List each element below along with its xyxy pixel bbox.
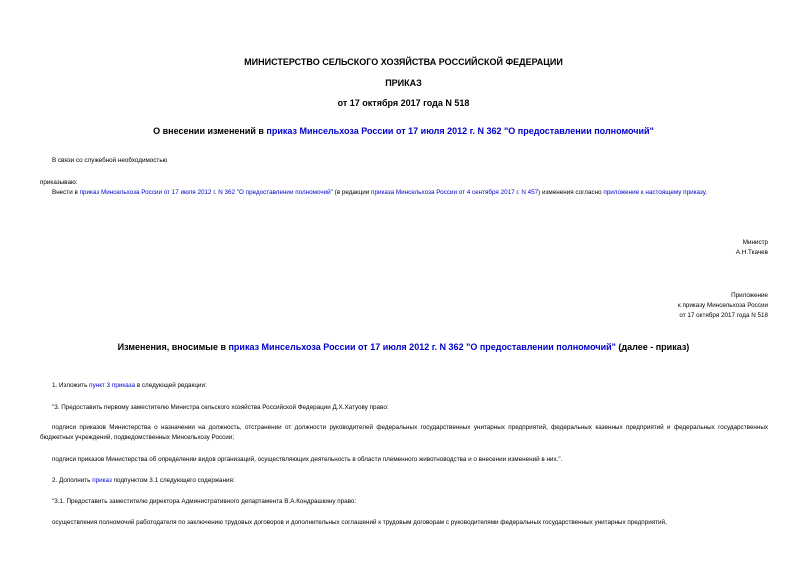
- item-2-end: подпунктом 3.1 следующего содержания:: [111, 477, 235, 484]
- signature-name: А.Н.Ткачев: [735, 249, 768, 256]
- item-2: [52, 476, 235, 486]
- item-1-start: 1. Изложить: [52, 382, 90, 389]
- order-link-appendix[interactable]: приложение к настоящему приказу: [603, 189, 706, 196]
- item-2-start: 2. Дополнить: [52, 477, 93, 484]
- order-text-mid: (в редакции: [332, 189, 372, 196]
- signature-role: Министр: [742, 239, 768, 246]
- changes-title-suffix: (далее - приказ): [615, 342, 690, 352]
- doc-title-link[interactable]: приказ Минсельхоза России от 17 июля 2012 г. N 362 "О предоставлении полномочий": [266, 126, 654, 136]
- item-1: [52, 381, 207, 391]
- doc-date-number: от 17 октября 2017 года N 518: [337, 98, 470, 108]
- quote-3-1: "3.1. Предоставить заместителю директора Административного департамента В.А.Кондрашкину право:: [52, 498, 357, 505]
- doc-title: [0, 126, 807, 136]
- quote-3: "3. Предоставить первому заместителю Министра сельского хозяйства Российской Федерации Д.Х.Хатуову право:: [52, 404, 389, 411]
- changes-title-link[interactable]: приказ Минсельхоза России от 17 июля 2012 г. N 362 "О предоставлении полномочий": [228, 342, 616, 352]
- order-text-mid2: ) изменения согласно: [538, 189, 604, 196]
- order-paragraph: [40, 188, 768, 198]
- preamble-reason: В связи со служебной необходимостью: [52, 157, 168, 164]
- item-2-link[interactable]: приказ: [92, 477, 112, 484]
- doc-type-heading: ПРИКАЗ: [385, 78, 422, 88]
- changes-title: [0, 342, 807, 352]
- item-1-link[interactable]: пункт 3 приказа: [89, 382, 136, 389]
- ministry-heading: МИНИСТЕРСТВО СЕЛЬСКОГО ХОЗЯЙСТВА РОССИЙСКОЙ ФЕДЕРАЦИИ: [244, 57, 563, 67]
- changes-title-prefix: Изменения, вносимые в: [117, 342, 229, 352]
- quote-3-1-a: осуществления полномочий работодателя по заключению трудовых договоров и дополнительных соглашений к трудовым договорам с руководителями федеральных государственных унитарных предприятий,: [52, 519, 667, 526]
- order-link-362[interactable]: приказ Минсельхоза России от 17 июля 2012 г. N 362 "О предоставлении полномочий": [79, 189, 333, 196]
- order-text-end: .: [705, 189, 707, 196]
- appendix-label: Приложение: [731, 292, 768, 299]
- order-word: приказываю:: [40, 179, 78, 186]
- appendix-date: от 17 октября 2017 года N 518: [679, 312, 768, 319]
- order-text-start: Внести в: [52, 189, 80, 196]
- appendix-ref: к приказу Минсельхоза России: [677, 302, 768, 309]
- order-link-457[interactable]: приказа Минсельхоза России от 4 сентября 2017 г. N 457: [371, 189, 539, 196]
- quote-3-a: подписи приказов Министерства о назначении на должность, отстранении от должности руководителей федеральных государственных унитарных предприятий, федеральных казенных предприятий и федеральных государственных бюджетных учреждений, подведомственных Минсельхозу России;: [40, 424, 768, 441]
- doc-title-prefix: О внесении изменений в: [153, 126, 267, 136]
- quote-3-b: подписи приказов Министерства об определении видов организаций, осуществляющих деятельность в области племенного животноводства и о внесении изменений в них.".: [52, 456, 563, 463]
- item-1-end: в следующей редакции:: [135, 382, 207, 389]
